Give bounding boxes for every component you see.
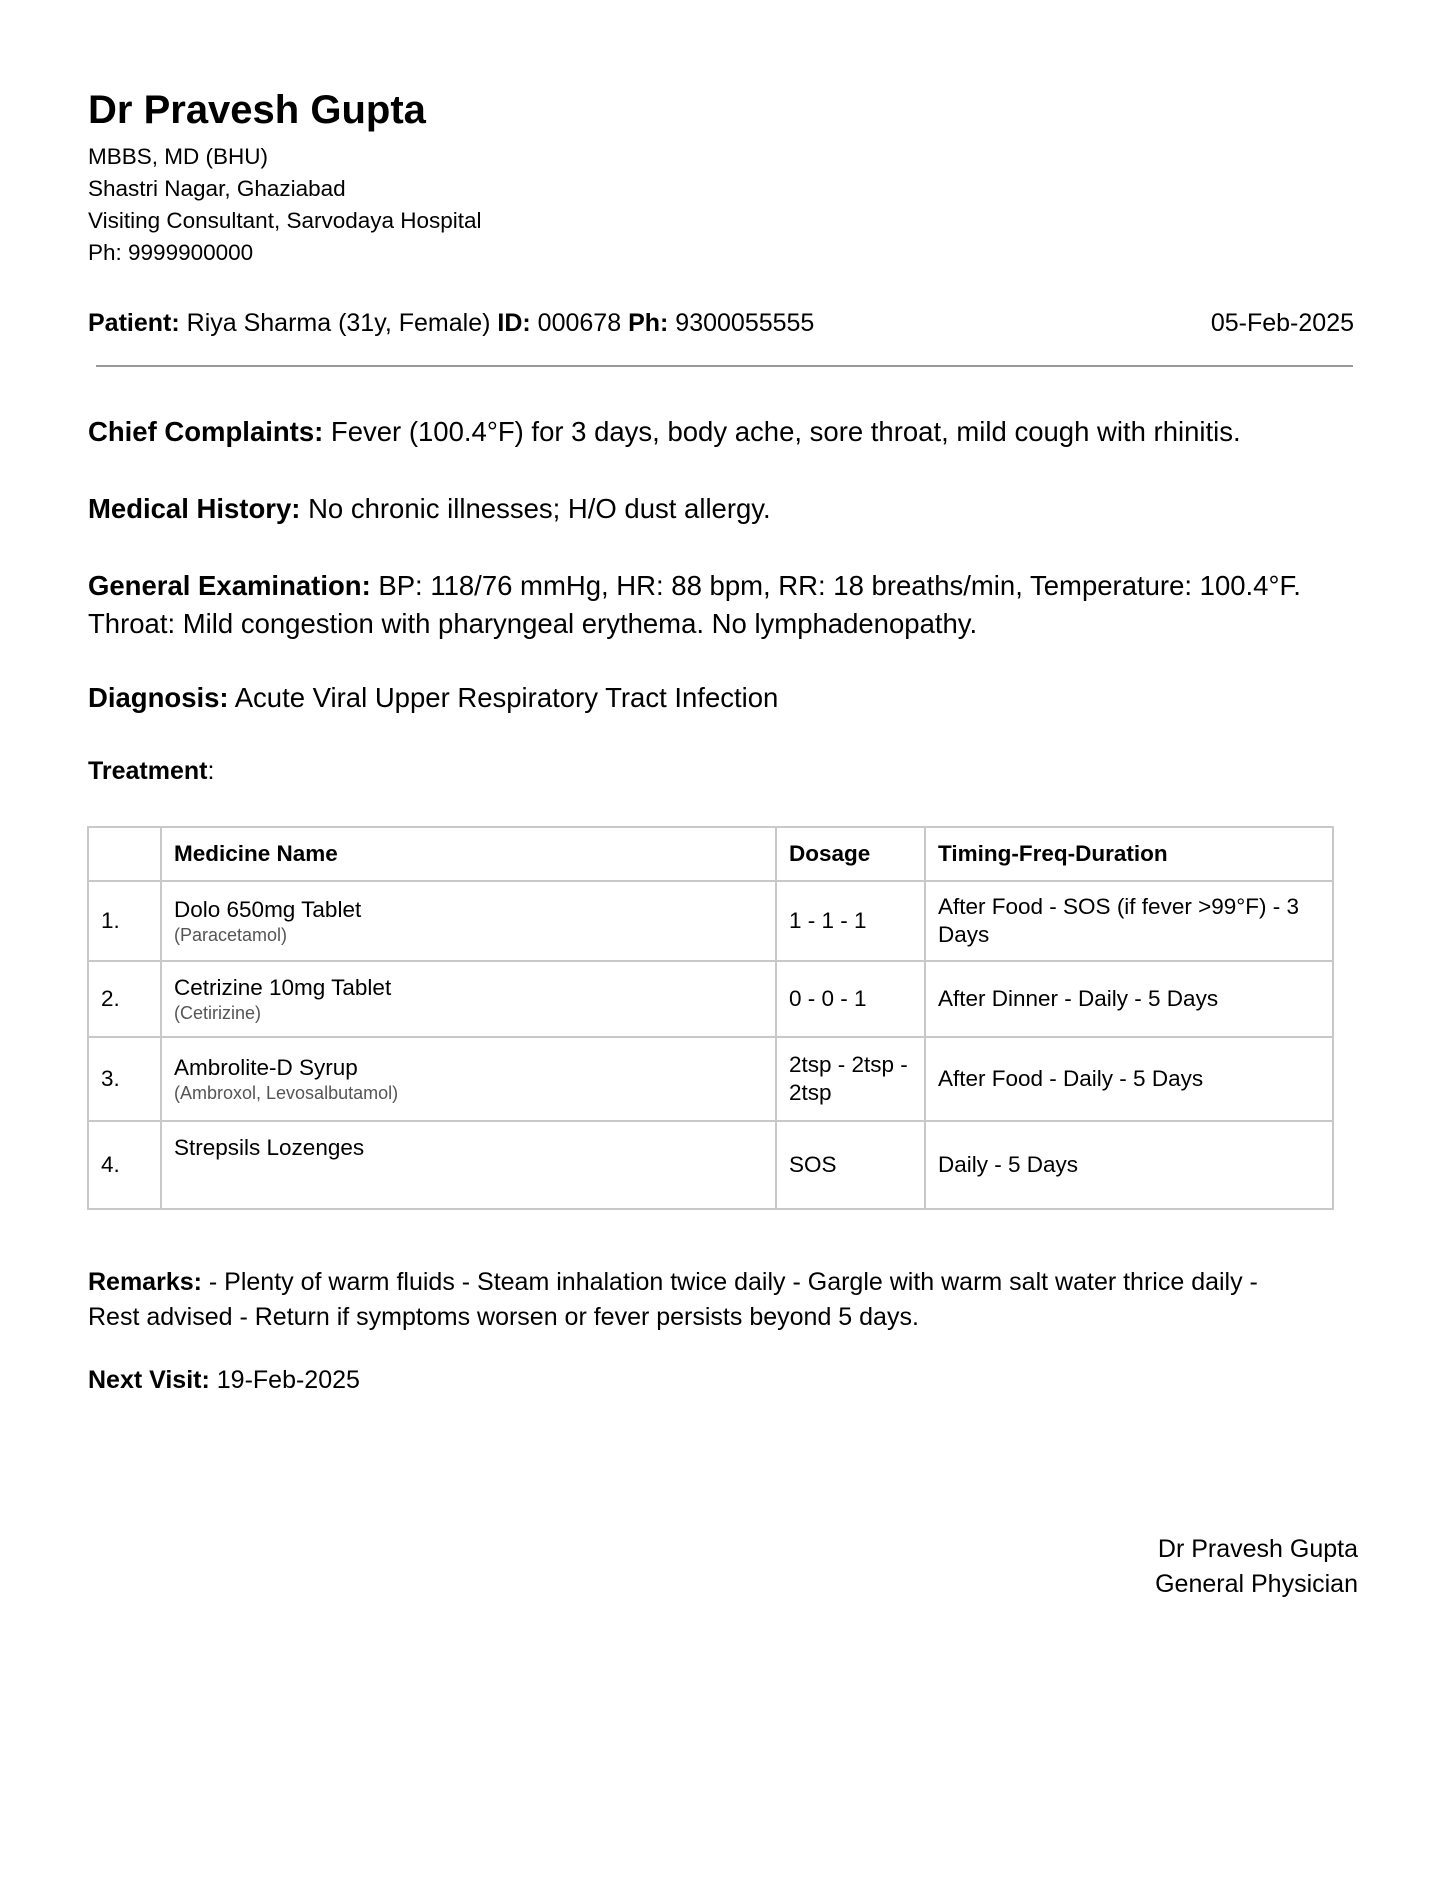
- signature-title: General Physician: [1155, 1570, 1358, 1598]
- patient-phone-label: Ph:: [628, 309, 669, 337]
- patient-id-label: ID:: [497, 309, 531, 337]
- patient-info: [88, 306, 814, 340]
- diagnosis-label: Diagnosis:: [88, 682, 229, 713]
- doctor-name: Dr Pravesh Gupta: [88, 88, 426, 132]
- medicine-timing: After Dinner - Daily - 5 Days: [925, 961, 1333, 1037]
- history-text: No chronic illnesses; H/O dust allergy.: [308, 493, 771, 524]
- medicine-dosage: 0 - 0 - 1: [776, 961, 925, 1037]
- diagnosis-text: Acute Viral Upper Respiratory Tract Infection: [234, 682, 779, 713]
- doctor-qualification: MBBS, MD (BHU): [88, 144, 268, 169]
- chief-complaints: [88, 413, 1378, 451]
- next-visit-label: Next Visit:: [88, 1366, 210, 1394]
- general-examination: [88, 567, 1378, 643]
- visit-date: 05-Feb-2025: [1210, 309, 1354, 337]
- table-row: [88, 1121, 1333, 1209]
- medicine-cell: [161, 1121, 776, 1209]
- treatment-colon: :: [207, 757, 215, 785]
- header-medicine-name: Medicine Name: [161, 827, 776, 881]
- treatment-label: Treatment: [88, 757, 208, 785]
- row-number: 4.: [88, 1121, 161, 1209]
- patient-value: Riya Sharma (31y, Female): [186, 309, 491, 337]
- medical-history: [88, 490, 1378, 528]
- medicine-name: Strepsils Lozenges: [174, 1135, 365, 1160]
- table-row: [88, 1037, 1333, 1121]
- medicine-cell: [161, 961, 776, 1037]
- medicine-generic: (Ambroxol, Levosalbutamol): [174, 1083, 399, 1103]
- remarks: [88, 1265, 1268, 1335]
- row-number: 1.: [88, 881, 161, 961]
- patient-phone-value: 9300055555: [675, 309, 815, 337]
- doctor-address: Shastri Nagar, Ghaziabad: [88, 176, 346, 201]
- exam-text: BP: 118/76 mmHg, HR: 88 bpm, RR: 18 breaths/min, Temperature: 100.4°F. Throat: Mild congestion with pharyngeal erythema. No lymphadenopathy.: [88, 570, 1301, 639]
- history-label: Medical History:: [88, 493, 301, 524]
- table-header-row: [88, 827, 1333, 881]
- header-number: [88, 827, 161, 881]
- complaints-text: Fever (100.4°F) for 3 days, body ache, sore throat, mild cough with rhinitis.: [330, 416, 1241, 447]
- header-dosage: Dosage: [776, 827, 925, 881]
- exam-label: General Examination:: [88, 570, 371, 601]
- patient-label: Patient:: [88, 309, 180, 337]
- row-number: 3.: [88, 1037, 161, 1121]
- signature-name: Dr Pravesh Gupta: [1157, 1535, 1358, 1563]
- complaints-label: Chief Complaints:: [88, 416, 324, 447]
- doctor-details: [88, 141, 482, 269]
- next-visit-date: 19-Feb-2025: [216, 1366, 360, 1394]
- medicine-generic: (Cetirizine): [174, 1003, 262, 1023]
- medicine-timing: Daily - 5 Days: [925, 1121, 1333, 1209]
- next-visit: [88, 1363, 360, 1397]
- medicine-cell: [161, 881, 776, 961]
- medicine-timing: After Food - SOS (if fever >99°F) - 3 Days: [925, 881, 1333, 961]
- medicine-dosage: 1 - 1 - 1: [776, 881, 925, 961]
- table-row: [88, 961, 1333, 1037]
- diagnosis: [88, 679, 1378, 717]
- medicine-cell: [161, 1037, 776, 1121]
- treatment-heading: [88, 754, 214, 788]
- medicine-timing: After Food - Daily - 5 Days: [925, 1037, 1333, 1121]
- table-row: [88, 881, 1333, 961]
- medicine-name: Dolo 650mg Tablet: [174, 897, 362, 922]
- medicine-name: Ambrolite-D Syrup: [174, 1055, 358, 1080]
- medicine-generic: (Paracetamol): [174, 925, 288, 945]
- remarks-text: - Plenty of warm fluids - Steam inhalation twice daily - Gargle with warm salt water thrice daily - Rest advised - Return if symptoms worsen or fever persists beyond 5 days.: [88, 1268, 1258, 1331]
- header-timing: Timing-Freq-Duration: [925, 827, 1333, 881]
- medicine-dosage: 2tsp - 2tsp - 2tsp: [776, 1037, 925, 1121]
- remarks-label: Remarks:: [88, 1268, 202, 1296]
- treatment-table: [87, 826, 1334, 1210]
- patient-id-value: 000678: [537, 309, 622, 337]
- header-divider: [96, 365, 1353, 367]
- row-number: 2.: [88, 961, 161, 1037]
- signature-block: [1155, 1532, 1358, 1602]
- doctor-phone: Ph: 9999900000: [88, 240, 254, 265]
- medicine-name: Cetrizine 10mg Tablet: [174, 975, 392, 1000]
- doctor-position: Visiting Consultant, Sarvodaya Hospital: [88, 208, 482, 233]
- medicine-dosage: SOS: [776, 1121, 925, 1209]
